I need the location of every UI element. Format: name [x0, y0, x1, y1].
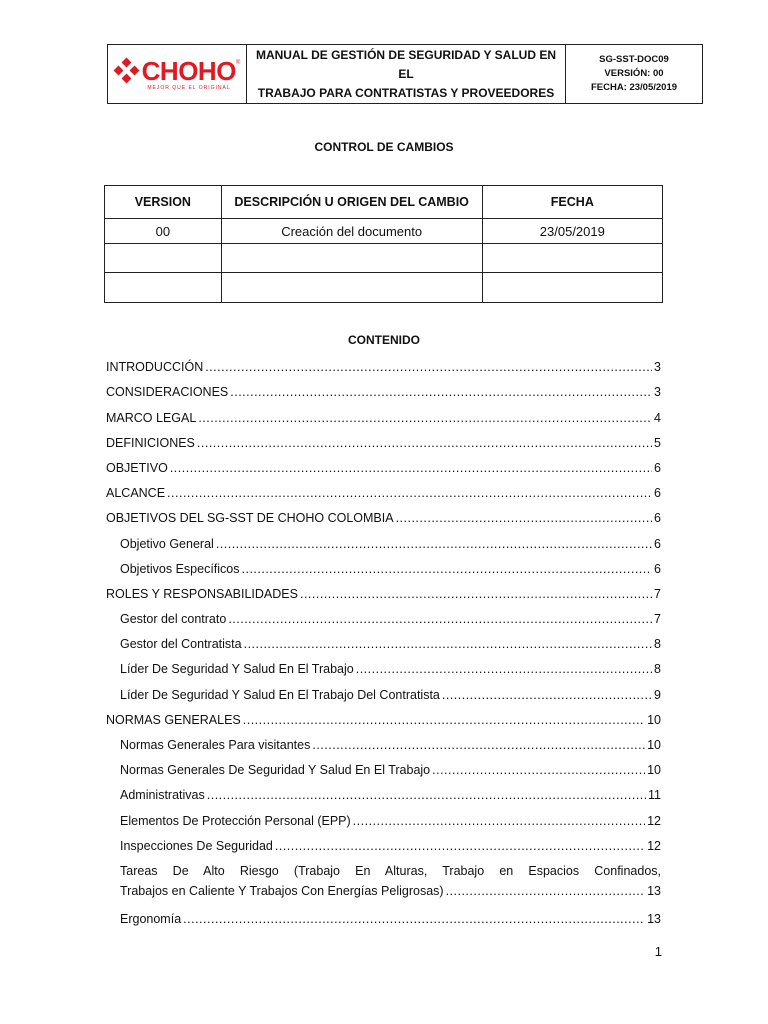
toc-entry-page: 6: [654, 536, 661, 551]
toc-leader: [432, 763, 645, 777]
toc-subentry[interactable]: [106, 727, 661, 752]
toc-leader: [300, 587, 652, 601]
document-title-line2: TRABAJO PARA CONTRATISTAS Y PROVEEDORES: [257, 85, 555, 100]
toc-entry-label: ROLES Y RESPONSABILIDADES: [106, 586, 298, 601]
toc-leader: [167, 486, 652, 500]
toc-entry-label: Gestor del contrato: [120, 612, 227, 627]
toc-leader: [275, 839, 645, 853]
toc-entry-label: INTRODUCCIÓN: [106, 360, 204, 375]
toc-entry-page: 10: [647, 712, 661, 727]
logo-cell: [108, 45, 247, 104]
toc-entry-page: 3: [654, 360, 661, 375]
toc-entry-page: 6: [654, 486, 661, 501]
toc-subentry[interactable]: [106, 651, 661, 676]
table-cell: [482, 244, 662, 273]
toc-leader: [205, 360, 652, 374]
toc-entry-page: 10: [647, 763, 661, 778]
logo-mark-icon: [114, 58, 140, 84]
document-header: [107, 44, 703, 104]
document-meta: [566, 45, 703, 104]
toc-subentry[interactable]: [106, 828, 661, 853]
toc-entry-page: 13: [647, 911, 661, 926]
toc-entry-label: CONSIDERACIONES: [106, 385, 229, 400]
toc-subentry[interactable]: [106, 752, 661, 777]
toc-entry[interactable]: [106, 500, 661, 525]
toc-entry-label: Normas Generales Para visitantes: [120, 738, 311, 752]
toc-entry-label: Tareas De Alto Riesgo (Trabajo En Alturas, Trabajo en Espacios Confinados,: [120, 863, 661, 878]
toc-entry-label: OBJETIVO: [106, 460, 168, 475]
toc-subentry[interactable]: [106, 802, 661, 827]
toc-subentry[interactable]: [106, 626, 661, 651]
toc-entry-label: Inspecciones De Seguridad: [120, 838, 273, 853]
toc-entry-label: Elementos De Protección Personal (EPP): [120, 813, 351, 828]
toc-entry[interactable]: [106, 475, 661, 500]
toc-subentry[interactable]: [106, 853, 661, 901]
toc-entry-page: 6: [654, 511, 661, 526]
changes-header-row: [105, 186, 663, 219]
toc-entry-label: Administrativas: [120, 788, 205, 803]
toc-subentry[interactable]: [106, 676, 661, 701]
toc-entry-page: 8: [654, 637, 661, 652]
toc-leader: [243, 713, 645, 727]
toc-leader: [356, 662, 652, 676]
changes-title: CONTROL DE CAMBIOS: [314, 140, 454, 154]
document-version: VERSIÓN: 00: [604, 68, 664, 79]
toc-entry-page: 7: [654, 612, 661, 627]
toc-subentry[interactable]: [106, 901, 661, 926]
table-cell: [105, 244, 222, 273]
column-header: VERSION: [105, 186, 222, 219]
toc-entry-label: MARCO LEGAL: [106, 410, 197, 425]
toc-entry-page: 10: [647, 738, 661, 752]
toc-subentry[interactable]: [106, 777, 661, 802]
table-of-contents: [106, 349, 661, 926]
toc-subentry[interactable]: [106, 525, 661, 550]
document-title-line1: MANUAL DE GESTIÓN DE SEGURIDAD Y SALUD EN EL: [255, 47, 557, 81]
toc-entry-page: 7: [654, 586, 661, 601]
table-row: [105, 219, 663, 244]
toc-leader: [183, 912, 645, 926]
toc-leader: [446, 881, 646, 901]
toc-entry-label: Objetivos Específicos: [120, 561, 240, 576]
toc-entry[interactable]: [106, 399, 661, 424]
toc-entry-page: 5: [654, 435, 661, 450]
toc-entry-page: 12: [647, 838, 661, 853]
toc-leader: [170, 461, 652, 475]
toc-entry-page: 13: [647, 883, 661, 898]
toc-leader: [312, 738, 645, 752]
page-number: 1: [654, 944, 662, 959]
table-cell: 23/05/2019: [482, 219, 662, 244]
toc-leader: [396, 511, 652, 525]
toc-leader: [207, 788, 646, 802]
toc-entry[interactable]: [106, 425, 661, 450]
toc-entry-label: Objetivo General: [120, 536, 214, 551]
toc-leader: [198, 411, 652, 425]
toc-subentry[interactable]: [106, 551, 661, 576]
toc-entry-page: 12: [647, 813, 661, 828]
toc-entry-label: Gestor del Contratista: [120, 637, 242, 652]
table-cell: Creación del documento: [221, 219, 482, 244]
toc-entry[interactable]: [106, 374, 661, 399]
document-date: FECHA: 23/05/2019: [590, 82, 678, 93]
toc-entry[interactable]: [106, 450, 661, 475]
toc-entry-label: Normas Generales De Seguridad Y Salud En El Trabajo: [120, 763, 431, 778]
choho-logo: [108, 55, 246, 91]
toc-entry-page: 9: [654, 687, 661, 702]
toc-subentry[interactable]: [106, 601, 661, 626]
toc-leader: [353, 814, 645, 828]
toc-entry-page: 6: [654, 460, 661, 475]
toc-entry-label: Ergonomía: [120, 911, 182, 926]
toc-leader: [442, 688, 652, 702]
logo-tagline: MEJOR QUE EL ORIGINAL: [147, 84, 231, 91]
table-cell: 00: [105, 219, 222, 244]
column-header: DESCRIPCIÓN U ORIGEN DEL CAMBIO: [221, 186, 482, 219]
toc-leader: [216, 537, 652, 551]
table-cell: [221, 273, 482, 303]
toc-entry[interactable]: [106, 349, 661, 374]
toc-entry-page: 6: [654, 561, 661, 576]
toc-entry-label: Líder De Seguridad Y Salud En El Trabajo: [120, 662, 354, 677]
logo-text: CHOHO: [141, 55, 236, 86]
table-row: [105, 244, 663, 273]
document-title: [247, 45, 566, 104]
toc-leader: [242, 562, 653, 576]
toc-entry-label: OBJETIVOS DEL SG-SST DE CHOHO COLOMBIA: [106, 511, 394, 526]
table-cell: [105, 273, 222, 303]
table-cell: [221, 244, 482, 273]
toc-entry-label: Líder De Seguridad Y Salud En El Trabajo Del Contratista: [120, 687, 440, 702]
toc-entry-page: 4: [654, 410, 661, 425]
toc-entry[interactable]: [106, 702, 661, 727]
toc-entry-page: 8: [654, 662, 661, 677]
toc-entry-label: Trabajos en Caliente Y Trabajos Con Energías Peligrosas): [120, 883, 444, 898]
toc-title: CONTENIDO: [348, 333, 420, 347]
toc-entry[interactable]: [106, 576, 661, 601]
toc-entry-label: NORMAS GENERALES: [106, 712, 241, 727]
column-header: FECHA: [482, 186, 662, 219]
toc-entry-page: 11: [648, 788, 661, 803]
document-code: SG-SST-DOC09: [599, 54, 669, 65]
toc-leader: [230, 385, 652, 399]
toc-entry-label: ALCANCE: [106, 486, 166, 501]
toc-leader: [228, 612, 652, 626]
table-cell: [482, 273, 662, 303]
table-row: [105, 273, 663, 303]
toc-entry-page: 3: [654, 385, 661, 400]
toc-entry-label: DEFINICIONES: [106, 435, 195, 450]
changes-table: [104, 185, 663, 303]
toc-leader: [197, 436, 652, 450]
toc-leader: [244, 637, 652, 651]
logo-registered-mark: ®: [235, 59, 241, 66]
